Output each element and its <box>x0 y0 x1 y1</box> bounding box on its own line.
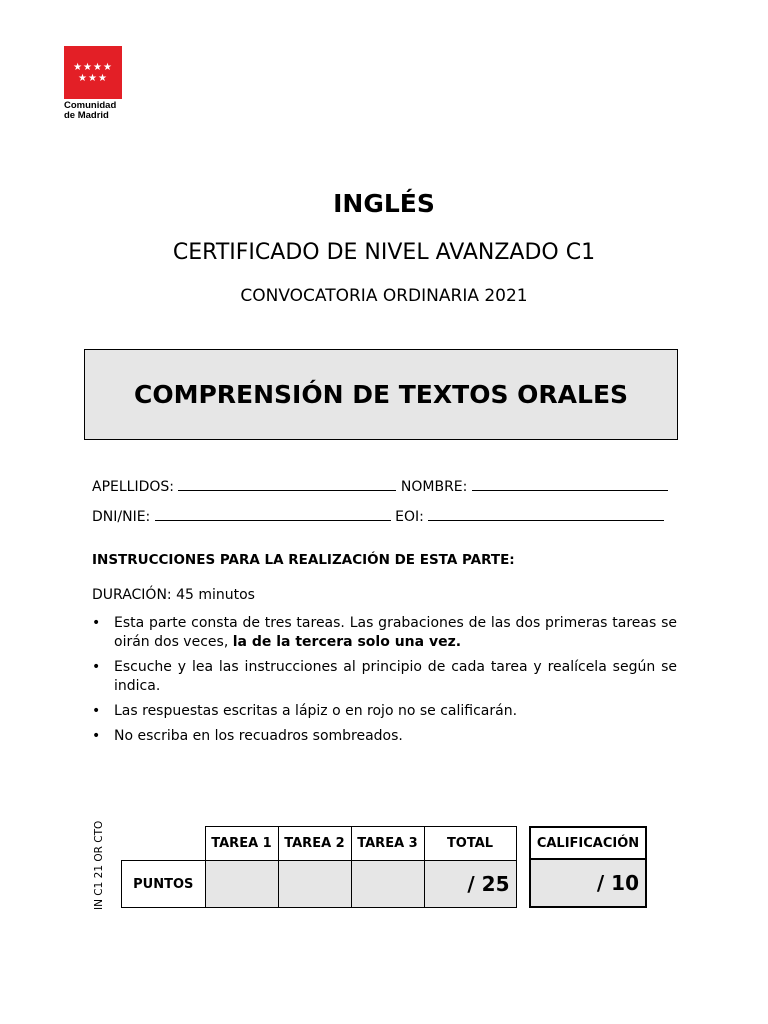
id-label: DNI/NIE: <box>92 509 151 525</box>
instructions-title: INSTRUCCIONES PARA LA REALIZACIÓN DE ESTA PARTE: <box>92 552 515 568</box>
total-header: TOTAL <box>424 827 516 861</box>
task1-score-cell <box>205 861 278 908</box>
part-title-box <box>84 349 678 440</box>
comunidad-madrid-logo <box>64 46 122 99</box>
task2-header: TAREA 2 <box>278 827 351 861</box>
grade-value: / 10 <box>531 860 645 906</box>
table-header-row <box>122 827 517 861</box>
exam-level: CERTIFICADO DE NIVEL AVANZADO C1 <box>172 240 596 265</box>
grade-box <box>529 826 647 908</box>
points-label: PUNTOS <box>122 861 206 908</box>
school-field[interactable] <box>428 508 664 521</box>
logo-name-line1: Comunidad <box>64 100 117 111</box>
exam-code: IN C1 21 OR CTO <box>93 820 105 910</box>
name-label: NOMBRE: <box>400 479 468 495</box>
list-item <box>92 614 677 652</box>
name-field[interactable] <box>472 478 668 491</box>
task3-header: TAREA 3 <box>351 827 424 861</box>
instructions-list <box>92 614 677 752</box>
task2-score-cell <box>278 861 351 908</box>
school-label: EOI: <box>395 509 424 525</box>
list-item: • No escriba en los recuadros sombreados. <box>92 727 677 746</box>
candidate-name-row <box>92 478 668 495</box>
surname-label: APELLIDOS: <box>92 479 174 495</box>
empty-corner-cell <box>122 827 206 861</box>
logo-stars-icon: ★★★★ <box>73 62 113 73</box>
exam-subject: INGLÉS <box>333 189 435 218</box>
logo-text <box>64 101 144 121</box>
instruction-text: Esta parte consta de tres tareas. Las grabaciones de las dos primeras tareas se oirán dos veces, <box>114 615 677 650</box>
surname-field[interactable] <box>178 478 396 491</box>
duration: DURACIÓN: 45 minutos <box>92 587 255 603</box>
id-field[interactable] <box>155 508 391 521</box>
score-table <box>121 826 517 908</box>
grade-label: CALIFICACIÓN <box>531 828 645 860</box>
instruction-emphasis: la de la tercera solo una vez. <box>232 634 462 650</box>
logo-stars-icon: ★★★ <box>78 73 108 84</box>
total-score-cell: / 25 <box>424 861 516 908</box>
task3-score-cell <box>351 861 424 908</box>
table-row <box>122 861 517 908</box>
exam-call: CONVOCATORIA ORDINARIA 2021 <box>240 286 528 306</box>
task1-header: TAREA 1 <box>205 827 278 861</box>
list-item: • Las respuestas escritas a lápiz o en rojo no se calificarán. <box>92 702 677 721</box>
logo-name-line2: de Madrid <box>64 110 109 121</box>
part-title: COMPRENSIÓN DE TEXTOS ORALES <box>133 380 629 409</box>
candidate-id-row <box>92 508 664 525</box>
list-item: • Escuche y lea las instrucciones al principio de cada tarea y realícela según se indica. <box>92 658 677 696</box>
